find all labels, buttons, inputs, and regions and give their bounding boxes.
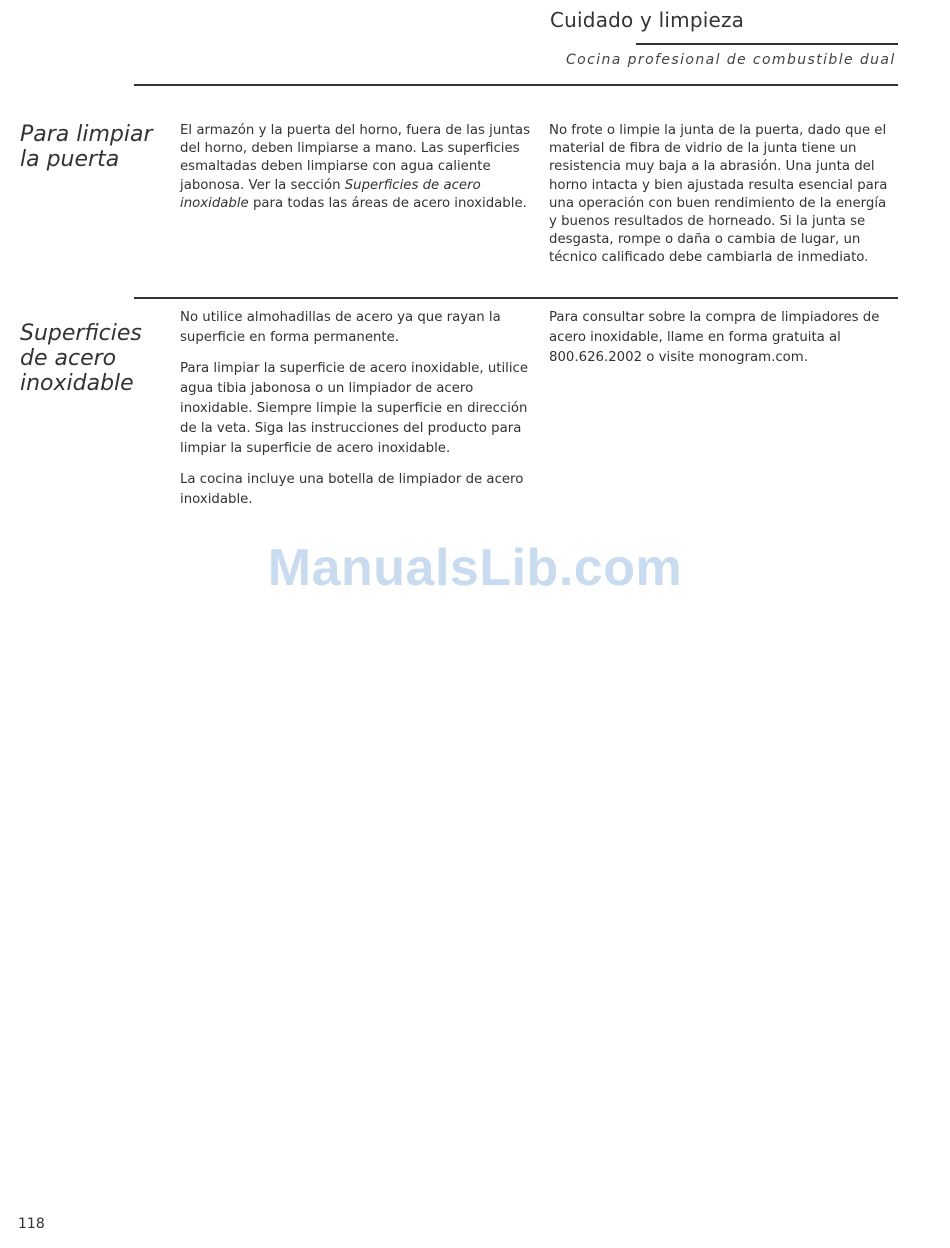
- stainless-paragraph-2: Para limpiar la superficie de acero inoxidable, utilice agua tibia jabonosa o un limpiador de acero inoxidable. Siempre limpie la superficie en dirección de la veta. Siga las instrucciones del producto para limpiar la superficie de acero inoxidable.: [180, 361, 529, 456]
- stainless-section-reference: Superficies de acero inoxidable: [180, 177, 481, 211]
- stainless-purchase-paragraph: Para consultar sobre la compra de limpiadores de acero inoxidable, llame en forma gratuita al 800.626.2002 o visite monogram.com.: [549, 310, 880, 365]
- door-gasket-paragraph: No frote o limpie la junta de la puerta, dado que el material de fibra de vidrio de la junta tiene un resistencia muy baja a la abrasión. Una junta del horno intacta y bien ajustada resulta esencial para una operación con buen rendimiento de la energía y buenos resultados de horneado. Si la junta se desgasta, rompe o daña o cambia de lugar, un técnico calificado debe cambiarla de inmediato.: [549, 123, 888, 266]
- stainless-paragraph-3: La cocina incluye una botella de limpiador de acero inoxidable.: [180, 472, 524, 507]
- stainless-left-column: [180, 308, 535, 521]
- section-divider: [134, 84, 898, 86]
- door-text-a: El armazón y la puerta del horno, fuera de las juntas del horno, deben limpiarse a mano. Las superficies esmaltadas deben limpiarse con agua caliente jabonosa. Ver la sección: [180, 123, 531, 193]
- section-divider: [134, 297, 898, 299]
- header-divider: [636, 43, 898, 45]
- door-text-b: para todas las áreas de acero inoxidable.: [248, 195, 527, 211]
- section-heading-superficies-de-acero-inoxidable: Superficies de acero inoxidable: [20, 321, 142, 396]
- watermark: ManualsLib.com: [267, 539, 683, 597]
- door-cleaning-paragraph: [180, 122, 535, 213]
- page-number: 118: [18, 1216, 45, 1232]
- stainless-right-column: [549, 308, 894, 379]
- door-cleaning-right-column: [549, 122, 894, 279]
- page-header-title: Cuidado y limpieza: [550, 8, 745, 32]
- page-header-subtitle: Cocina profesional de combustible dual: [566, 52, 896, 68]
- door-cleaning-left-column: [180, 122, 535, 224]
- stainless-paragraph-1: No utilice almohadillas de acero ya que rayan la superficie en forma permanente.: [180, 310, 501, 345]
- section-heading-para-limpiar-la-puerta: Para limpiar la puerta: [20, 122, 153, 172]
